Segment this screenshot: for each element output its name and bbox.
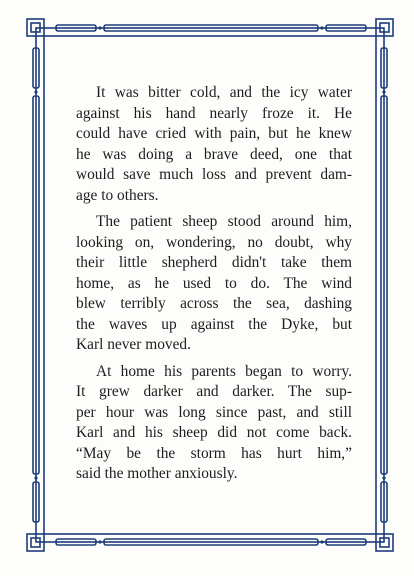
text-line: the waves up against the Dyke, but — [76, 315, 352, 333]
paragraph-2 — [76, 212, 352, 356]
text-line: At home his parents began to worry. — [96, 362, 352, 380]
story-text — [76, 83, 352, 491]
text-line: blew terribly across the sea, dashing — [76, 295, 352, 312]
text-line: could have cried with pain, but he knew — [76, 125, 352, 142]
text-line: home, as he used to do. The wind — [76, 274, 352, 292]
paragraph-1 — [76, 83, 352, 206]
text-line: he was doing a brave deed, one that — [76, 145, 352, 163]
text-line: their little shepherd didn't take them — [76, 254, 352, 271]
text-line: age to others. — [76, 186, 159, 204]
text-line: It grew darker and darker. The sup- — [76, 383, 352, 400]
text-line: looking on, wondering, no doubt, why — [76, 233, 352, 251]
text-line: The patient sheep stood around him, — [96, 213, 352, 230]
text-line: per hour was long since past, and still — [76, 403, 352, 421]
text-line: said the mother anxiously. — [76, 465, 238, 482]
text-line: would save much loss and prevent dam- — [76, 166, 352, 183]
text-line: against his hand nearly froze it. He — [76, 104, 352, 122]
text-line: “May be the storm has hurt him,” — [76, 444, 352, 462]
text-line: It was bitter cold, and the icy water — [96, 84, 352, 101]
text-line: Karl and his sheep did not come back. — [76, 424, 352, 441]
paragraph-3 — [76, 362, 352, 485]
text-line: Karl never moved. — [76, 336, 191, 353]
